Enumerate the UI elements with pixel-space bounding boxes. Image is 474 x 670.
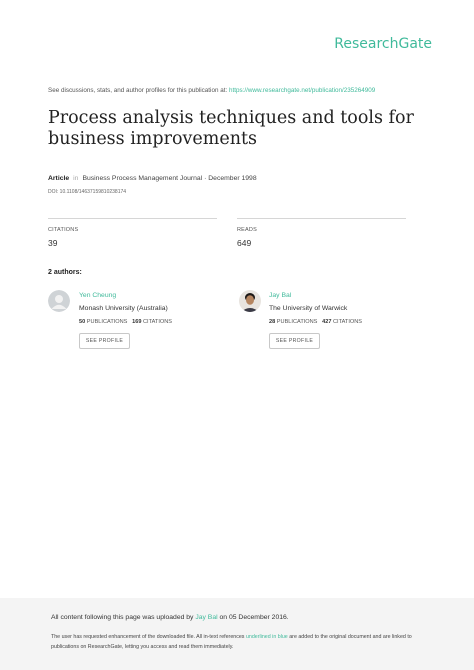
reads-count: 649 (237, 238, 252, 248)
discussion-notice (48, 87, 375, 94)
author-publications-count: 50 (79, 319, 86, 325)
author-citations-count: 169 (132, 319, 142, 325)
author-avatar-photo[interactable] (239, 290, 261, 312)
upload-notice (51, 614, 289, 621)
author-institution-2: The University of Warwick (269, 305, 348, 312)
author-name-2[interactable]: Jay Bal (269, 292, 292, 299)
reads-label: READS (237, 227, 257, 233)
upload-prefix: All content following this page was uploaded by (51, 614, 196, 621)
uploader-link[interactable]: Jay Bal (195, 614, 218, 621)
see-profile-button-2[interactable]: SEE PROFILE (269, 333, 320, 349)
author-photo-icon (239, 290, 261, 312)
see-profile-button-1[interactable]: SEE PROFILE (79, 333, 130, 349)
author-citations-count: 427 (322, 319, 332, 325)
note-suffix: are added to the original document and are linked to publications on ResearchGate, letting you access and read them immediately. (51, 634, 412, 650)
publication-meta (48, 175, 257, 182)
avatar-placeholder-icon (48, 290, 70, 312)
citations-divider (48, 218, 217, 219)
citations-count: 39 (48, 238, 58, 248)
reads-divider (237, 218, 406, 219)
author-institution-1: Monash University (Australia) (79, 305, 168, 312)
discussion-prefix: See discussions, stats, and author profiles for this publication at: (48, 87, 229, 94)
doi: DOI: 10.1108/14637159810238174 (48, 189, 127, 195)
note-link-text: underlined in blue (245, 634, 288, 640)
download-footer (0, 598, 474, 670)
citations-label: CITATIONS (333, 319, 363, 325)
publications-label: PUBLICATIONS (86, 319, 128, 325)
authors-heading: 2 authors: (48, 269, 82, 276)
publication-link[interactable]: https://www.researchgate.net/publication/235264909 (228, 87, 376, 94)
author-stats-2 (269, 319, 362, 325)
note-prefix: The user has requested enhancement of the downloaded file. All in-text references (51, 634, 246, 640)
author-avatar-placeholder[interactable] (48, 290, 70, 312)
publications-label: PUBLICATIONS (276, 319, 318, 325)
upload-suffix: on 05 December 2016. (217, 614, 289, 621)
researchgate-logo[interactable]: ResearchGate (334, 36, 432, 52)
enhancement-note (51, 632, 431, 652)
publication-title: Process analysis techniques and tools for business improvements (48, 108, 414, 149)
author-publications-count: 28 (269, 319, 276, 325)
journal-info: Business Process Management Journal · December 1998 (82, 175, 257, 182)
citations-label: CITATIONS (143, 319, 173, 325)
author-stats-1 (79, 319, 172, 325)
publication-type: Article (48, 175, 70, 182)
citations-label: CITATIONS (48, 227, 79, 233)
meta-separator: in (73, 175, 79, 182)
author-name-1[interactable]: Yen Cheung (79, 292, 117, 299)
